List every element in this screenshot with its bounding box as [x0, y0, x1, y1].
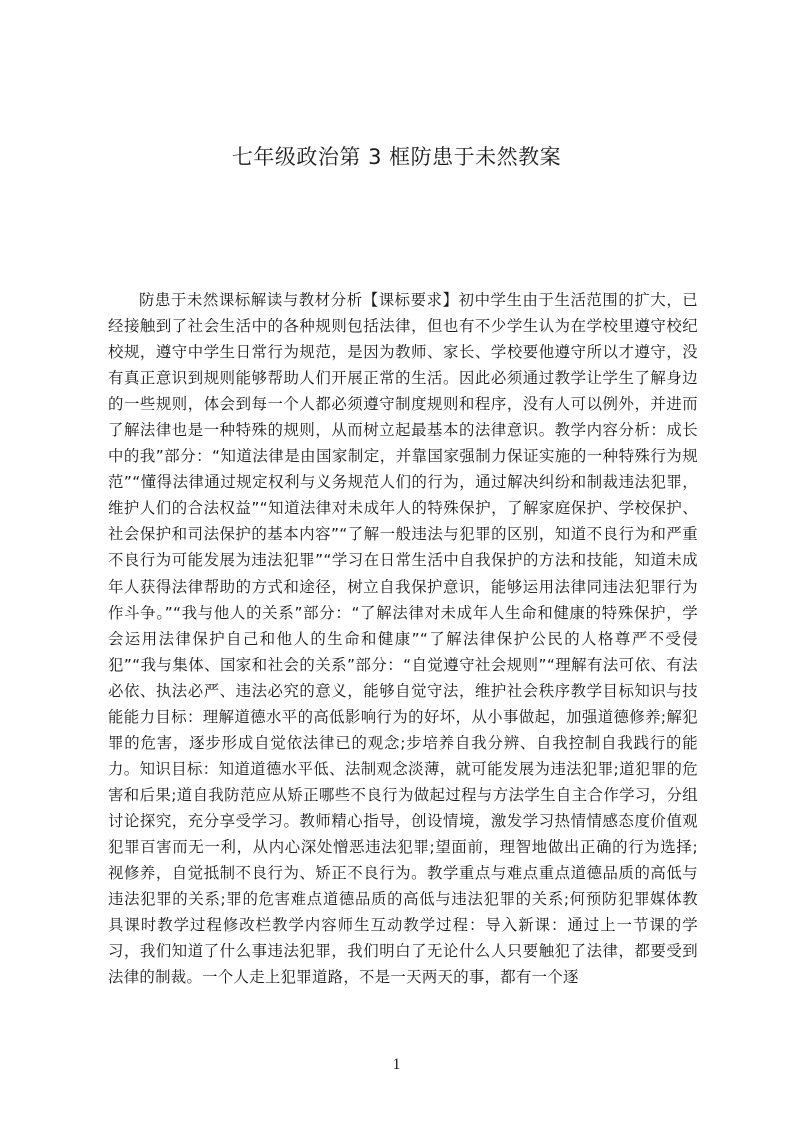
body-paragraph: 防患于未然课标解读与教材分析【课标要求】初中学生由于生活范围的扩大，已经接触到了社会生活中的各种规则包括法律，但也有不少学生认为在学校里遵守校纪校规，遵守中学生日常行为规范，是因为教师、家长、学校要他遵守所以才遵守，没有真正意识到规则能够帮助人们开展正常的生活。因此必须通过教学让学生了解身边的一些规则，体会到每一个人都必须遵守制度规则和程序，没有人可以例外，并进而了解法律也是一种特殊的规则，从而树立起最基本的法律意识。教学内容分析：成长中的我”部分：“知道法律是由国家制定，并靠国家强制力保证实施的一种特殊行为规范”“懂得法律通过规定权利与义务规范人们的行为，通过解决纠纷和制裁违法犯罪，维护人们的合法权益”“知道法律对未成年人的特殊保护，了解家庭保护、学校保护、社会保护和司法保护的基本内容”“了解一般违法与犯罪的区别，知道不良行为和严重不良行为可能发展为违法犯罪”“学习在日常生活中自我保护的方法和技能，知道未成年人获得法律帮助的方式和途径，树立自我保护意识，能够运用法律同违法犯罪行为作斗争。”“我与他人的关系”部分：“了解法律对未成年人生命和健康的特殊保护，学会运用法律保护自己和他人的生命和健康”“了解法律保护公民的人格尊严不受侵犯”“我与集体、国家和社会的关系”部分：“自觉遵守社会规则”“理解有法可依、有法必依、执法必严、违法必究的意义，能够自觉守法，维护社会秩序教学目标知识与技能能力目标：理解道德水平的高低影响行为的好坏，从小事做起，加强道德修养;解犯罪的危害，逐步形成自觉依法律已的观念;步培养自我分辨、自我控制自我践行的能力。知识目标：知道道德水平低、法制观念淡薄，就可能发展为违法犯罪;道犯罪的危害和后果;道自我防范应从矫正哪些不良行为做起过程与方法学生自主合作学习，分组讨论探究，充分享受学习。教师精心指导，创设情境，激发学习热情情感态度价值观犯罪百害而无一利，从内心深处憎恶违法犯罪;望面前，理智地做出正确的行为选择;视修养，自觉抵制不良行为、矫正不良行为。教学重点与难点重点道德品质的高低与违法犯罪的关系;罪的危害难点道德品质的高低与违法犯罪的关系;何预防犯罪媒体教具课时教学过程修改栏教学内容师生互动教学过程：导入新课：通过上一节课的学习，我们知道了什么事违法犯罪，我们明白了无论什么人只要触犯了法律，都要受到法律的制裁。一个人走上犯罪道路，不是一天两天的事，都有一个逐: [108, 291, 698, 987]
page-number: 1: [392, 1056, 401, 1073]
page-title: 七年级政治第 3 框防患于未然教案: [231, 145, 562, 169]
